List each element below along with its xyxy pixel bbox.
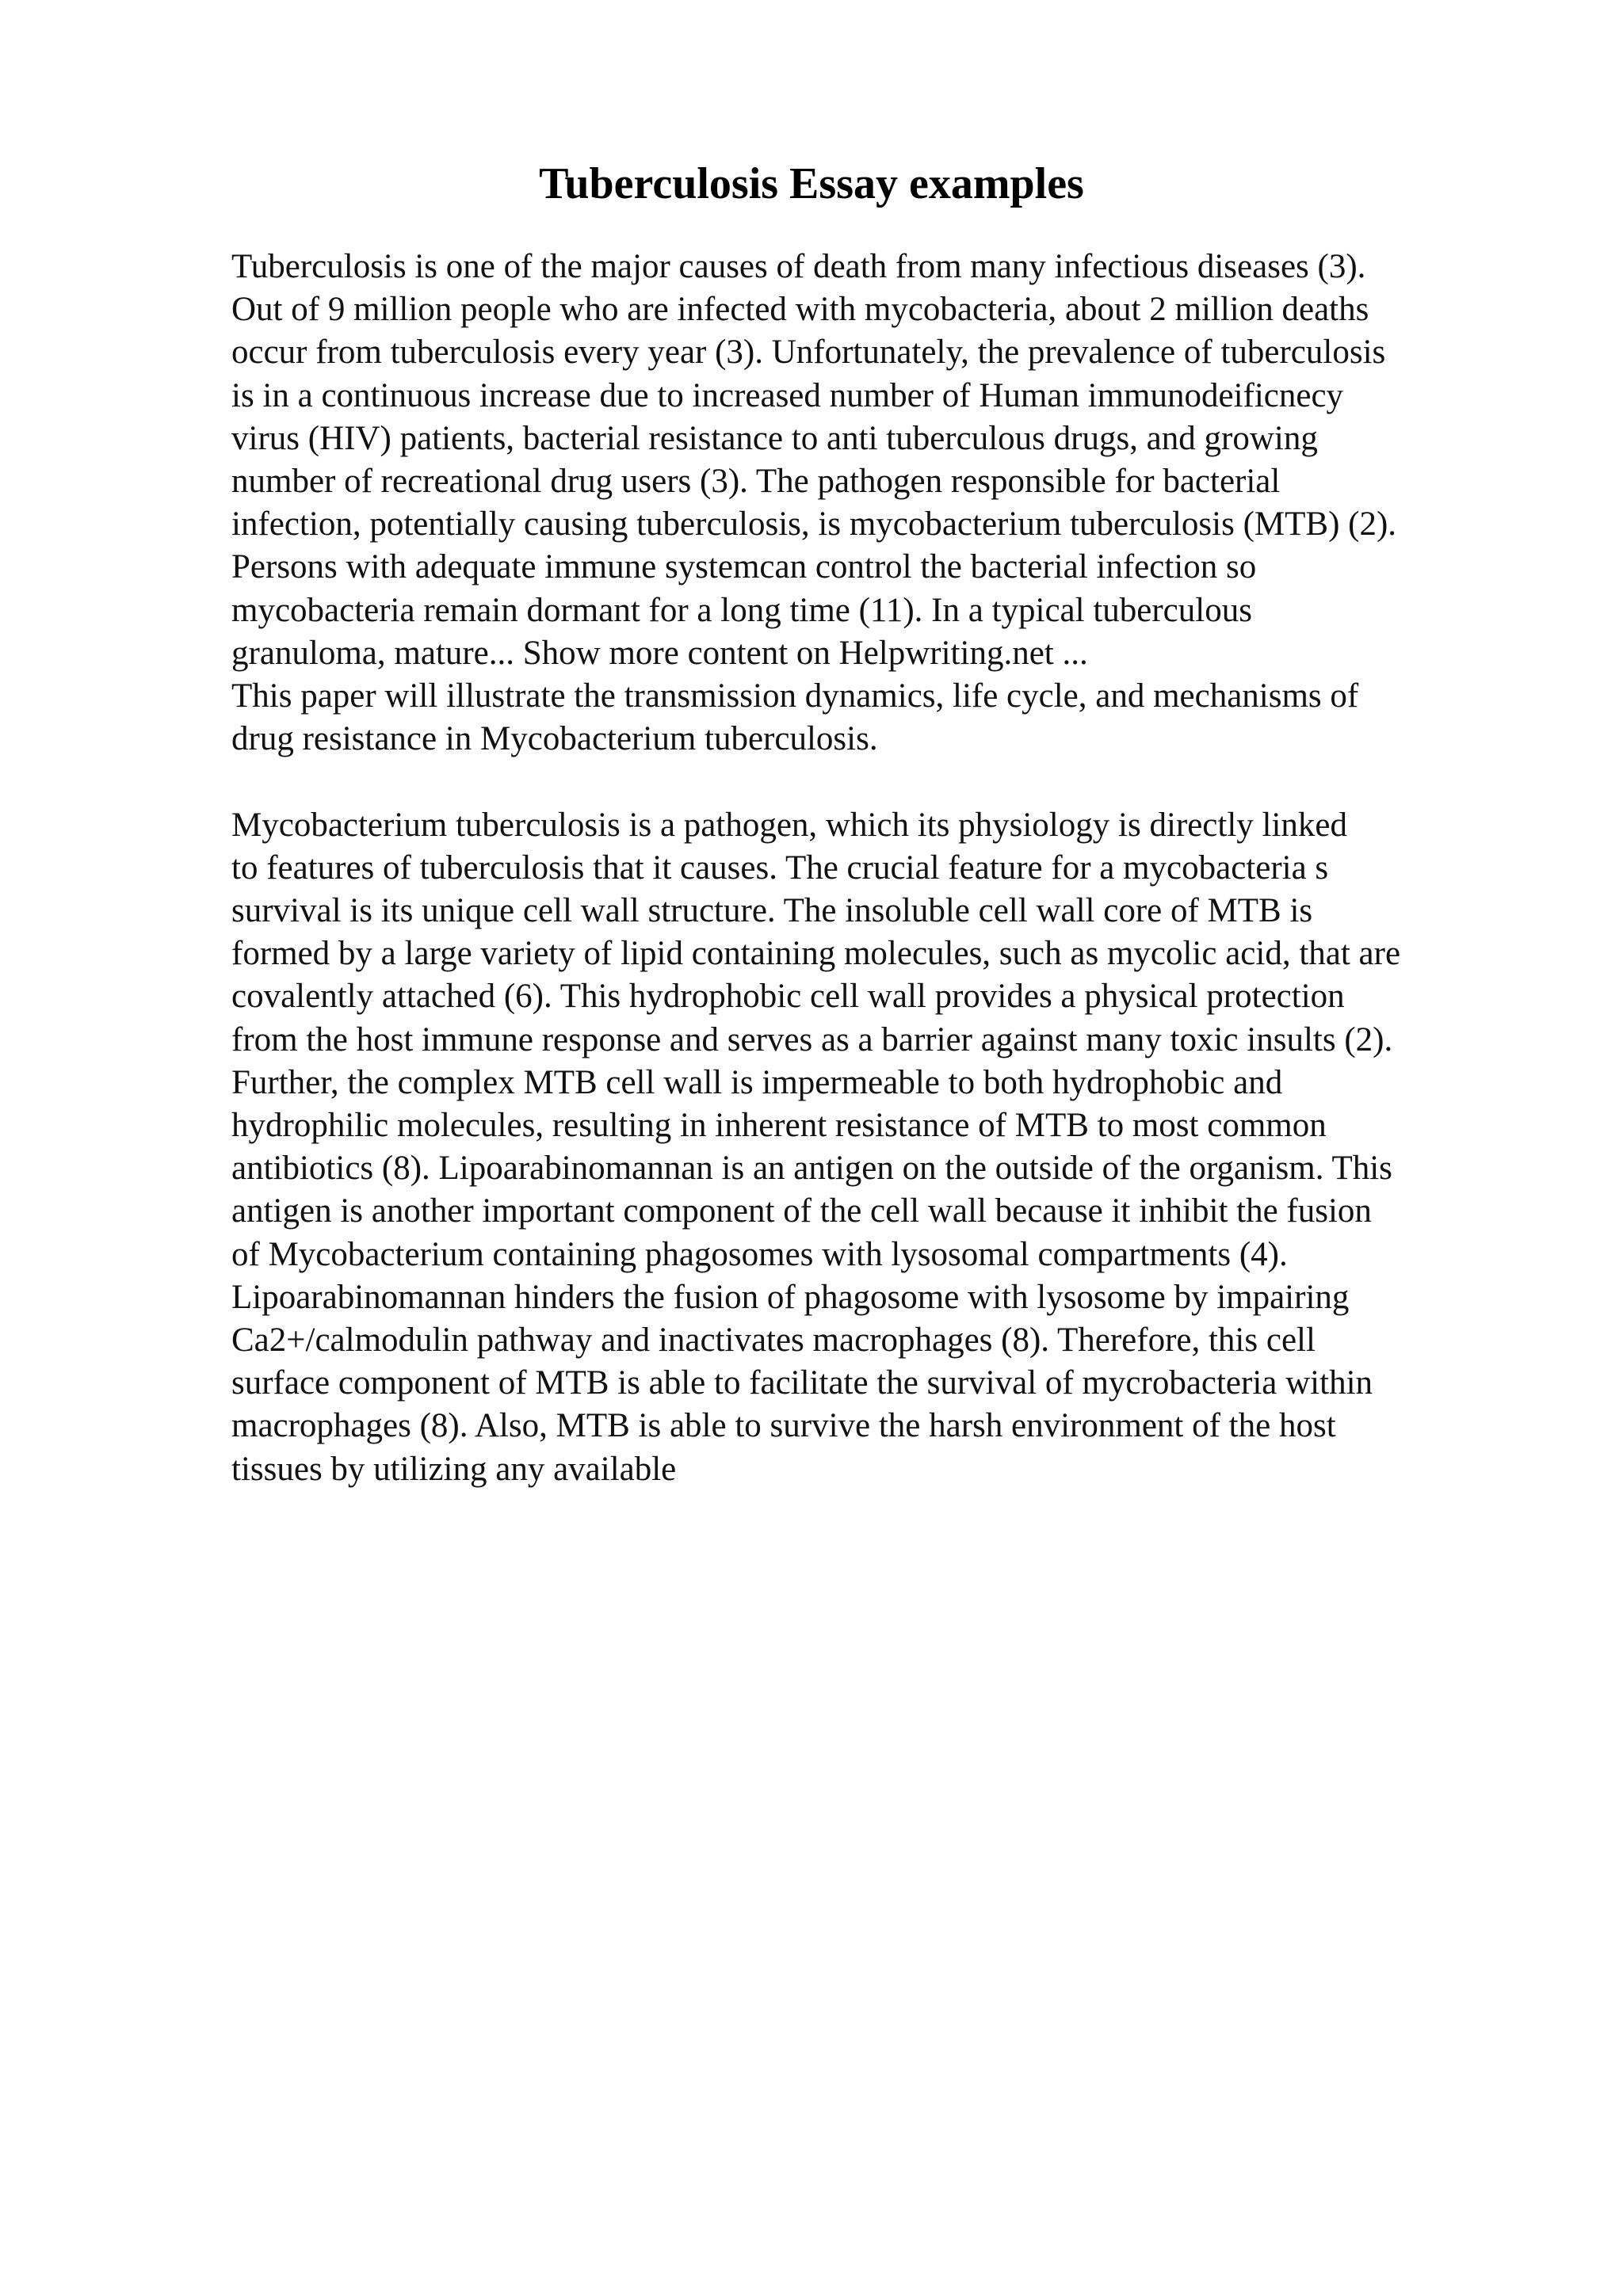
text-line: infection, potentially causing tuberculosis, is mycobacterium tuberculosis (MTB) (2). xyxy=(231,505,1397,543)
text-line: mycobacteria remain dormant for a long time (11). In a typical tuberculous xyxy=(231,591,1252,629)
text-line: of Mycobacterium containing phagosomes with lysosomal compartments (4). xyxy=(231,1235,1288,1273)
text-line: Ca2+/calmodulin pathway and inactivates macrophages (8). Therefore, this cell xyxy=(231,1322,1316,1360)
text-line: antigen is another important component of the cell wall because it inhibit the fusion xyxy=(231,1192,1372,1230)
text-line: drug resistance in Mycobacterium tuberculosis. xyxy=(231,720,878,758)
text-line: number of recreational drug users (3). The pathogen responsible for bacterial xyxy=(231,463,1281,501)
text-line: granuloma, mature... Show more content on Helpwriting.net ... xyxy=(231,634,1088,672)
text-line: Mycobacterium tuberculosis is a pathogen, which its physiology is directly linked xyxy=(231,806,1347,844)
text-line: to features of tuberculosis that it causes. The crucial feature for a mycobacteria s xyxy=(231,849,1329,887)
text-line: virus (HIV) patients, bacterial resistance to anti tuberculous drugs, and growing xyxy=(231,419,1318,457)
text-line: survival is its unique cell wall structure. The insoluble cell wall core of MTB is xyxy=(231,892,1313,930)
text-line: hydrophilic molecules, resulting in inherent resistance of MTB to most common xyxy=(231,1107,1327,1145)
text-line: occur from tuberculosis every year (3). Unfortunately, the prevalence of tuberculosis xyxy=(231,334,1386,372)
paragraph-2 xyxy=(231,804,1579,1491)
text-line: tissues by utilizing any available xyxy=(231,1450,677,1488)
paragraph-1 xyxy=(231,246,1579,761)
text-line: Tuberculosis is one of the major causes of death from many infectious diseases (3). xyxy=(231,248,1366,285)
text-line: formed by a large variety of lipid containing molecules, such as mycolic acid, that are xyxy=(231,935,1401,973)
document-title: Tuberculosis Essay examples xyxy=(539,159,1084,208)
text-line: This paper will illustrate the transmission dynamics, life cycle, and mechanisms of xyxy=(231,677,1359,715)
text-line: covalently attached (6). This hydrophobic cell wall provides a physical protection xyxy=(231,978,1345,1016)
text-line: is in a continuous increase due to increased number of Human immunodeificnecy xyxy=(231,376,1344,414)
text-line: surface component of MTB is able to facilitate the survival of mycrobacteria within xyxy=(231,1364,1373,1402)
document-body xyxy=(231,246,1579,1491)
text-line: Out of 9 million people who are infected with mycobacteria, about 2 million deaths xyxy=(231,291,1369,329)
text-line: Further, the complex MTB cell wall is impermeable to both hydrophobic and xyxy=(231,1063,1283,1101)
text-line: antibiotics (8). Lipoarabinomannan is an antigen on the outside of the organism. This xyxy=(231,1150,1392,1188)
text-line: Lipoarabinomannan hinders the fusion of phagosome with lysosome by impairing xyxy=(231,1278,1350,1316)
text-line: from the host immune response and serves as a barrier against many toxic insults (2). xyxy=(231,1020,1393,1058)
text-line: macrophages (8). Also, MTB is able to survive the harsh environment of the host xyxy=(231,1407,1336,1445)
text-line: Persons with adequate immune systemcan control the bacterial infection so xyxy=(231,548,1257,586)
paragraph-spacer xyxy=(231,761,1579,803)
